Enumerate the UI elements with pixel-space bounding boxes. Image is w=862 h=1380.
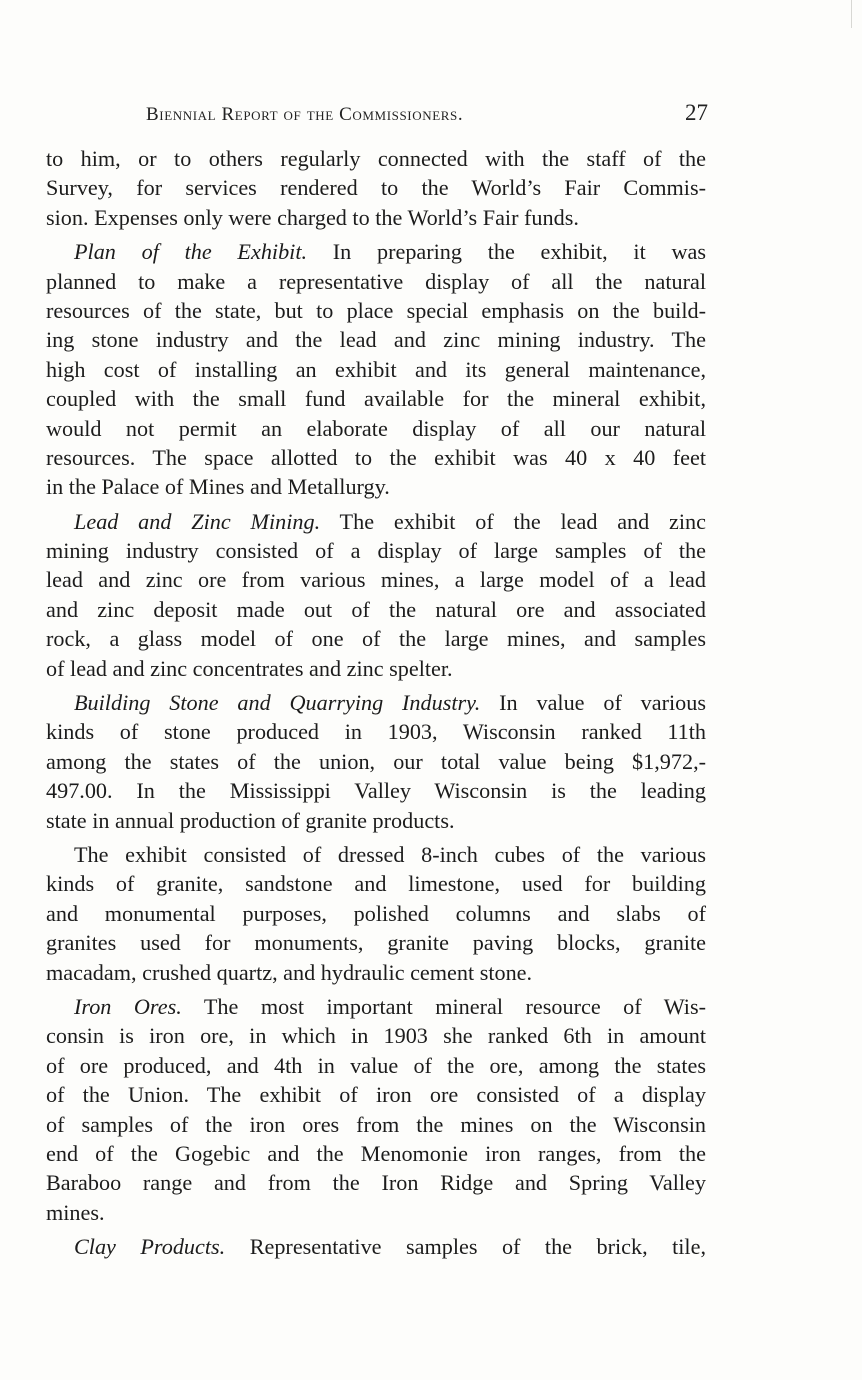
text-line: would not permit an elaborate display of all our natural [46,415,706,441]
text-line: Baraboo range and from the Iron Ridge and Spring Valley [46,1170,706,1196]
text-line: sion. Expenses only were charged to the World’s Fair funds. [46,204,579,230]
text-line: resources. The space allotted to the exhibit was 40 x 40 feet [46,444,706,470]
text-line: among the states of the union, our total value being $1,972,- [46,748,706,774]
text-line: rock, a glass model of one of the large mines, and samples [46,626,706,652]
section-heading: Iron Ores. [74,993,182,1019]
page-edge-mark [851,0,862,28]
section-heading: Lead and Zinc Mining. [74,508,321,534]
text-line: end of the Gogebic and the Menomonie iron ranges, from the [46,1140,706,1166]
text-line: to him, or to others regularly connected with the staff of the [46,146,706,171]
text-line: lead and zinc ore from various mines, a large model of a lead [46,567,706,593]
paragraph-building-stone [46,688,706,835]
text-line [46,1232,706,1261]
text-run: The most important mineral resource of Wis- [181,993,706,1019]
text-run: In value of various [480,690,706,716]
text-line [46,237,706,266]
text-line: granites used for monuments, granite paving blocks, granite [46,930,706,956]
text-line: coupled with the small fund available for the mineral exhibit, [46,386,706,412]
text-line: of the Union. The exhibit of iron ore consisted of a display [46,1082,706,1108]
text-line: planned to make a representative display of all the natural [46,268,706,294]
text-line: ing stone industry and the lead and zinc mining industry. The [46,327,706,353]
text-line: in the Palace of Mines and Metallurgy. [46,474,390,500]
paragraph-lead-and-zinc [46,507,706,683]
paragraph-plan-of-exhibit [46,237,706,502]
text-line: state in annual production of granite products. [46,807,455,833]
text-run: In preparing the exhibit, it was [307,239,706,265]
text-line: mining industry consisted of a display of large samples of the [46,538,706,564]
page-header [146,98,708,132]
text-line: high cost of installing an exhibit and its general maintenance, [46,356,706,382]
section-heading: Plan of the Exhibit. [74,239,308,265]
text-line: and monumental purposes, polished columns and slabs of [46,900,706,926]
text-line: of ore produced, and 4th in value of the ore, among the states [46,1052,706,1078]
paragraph-continuation [46,144,706,232]
text-line: Survey, for services rendered to the World’s Fair Commis- [46,175,706,201]
page-number: 27 [685,100,708,125]
paragraph-iron-ores [46,992,706,1227]
text-line [46,992,706,1021]
text-line [46,507,706,536]
section-heading: Building Stone and Quarrying Industry. [74,690,481,716]
text-line: macadam, crushed quartz, and hydraulic cement stone. [46,959,533,985]
text-line: consin is iron ore, in which in 1903 she ranked 6th in amount [46,1023,706,1049]
section-heading: Clay Products. [74,1234,226,1260]
paragraph-stone-exhibit [46,840,706,987]
text-line: and zinc deposit made out of the natural ore and associated [46,596,706,622]
text-line: The exhibit consisted of dressed 8-inch cubes of the various [74,841,706,867]
text-line: kinds of granite, sandstone and limestone, used for building [46,871,706,897]
text-run: The exhibit of the lead and zinc [320,508,707,534]
text-line: mines. [46,1199,105,1225]
text-run: Representative samples of the brick, tile, [225,1234,706,1260]
text-line: 497.00. In the Mississippi Valley Wisconsin is the leading [46,778,706,804]
paragraph-clay-products [46,1232,706,1261]
body-text [46,144,706,1261]
text-line: resources of the state, but to place special emphasis on the build- [46,297,706,323]
text-line: kinds of stone produced in 1903, Wisconsin ranked 11th [46,719,706,745]
running-head: Biennial Report of the Commissioners. [146,104,464,125]
text-line [46,688,706,717]
text-line: of lead and zinc concentrates and zinc spelter. [46,655,453,681]
text-line: of samples of the iron ores from the mines on the Wisconsin [46,1111,706,1137]
